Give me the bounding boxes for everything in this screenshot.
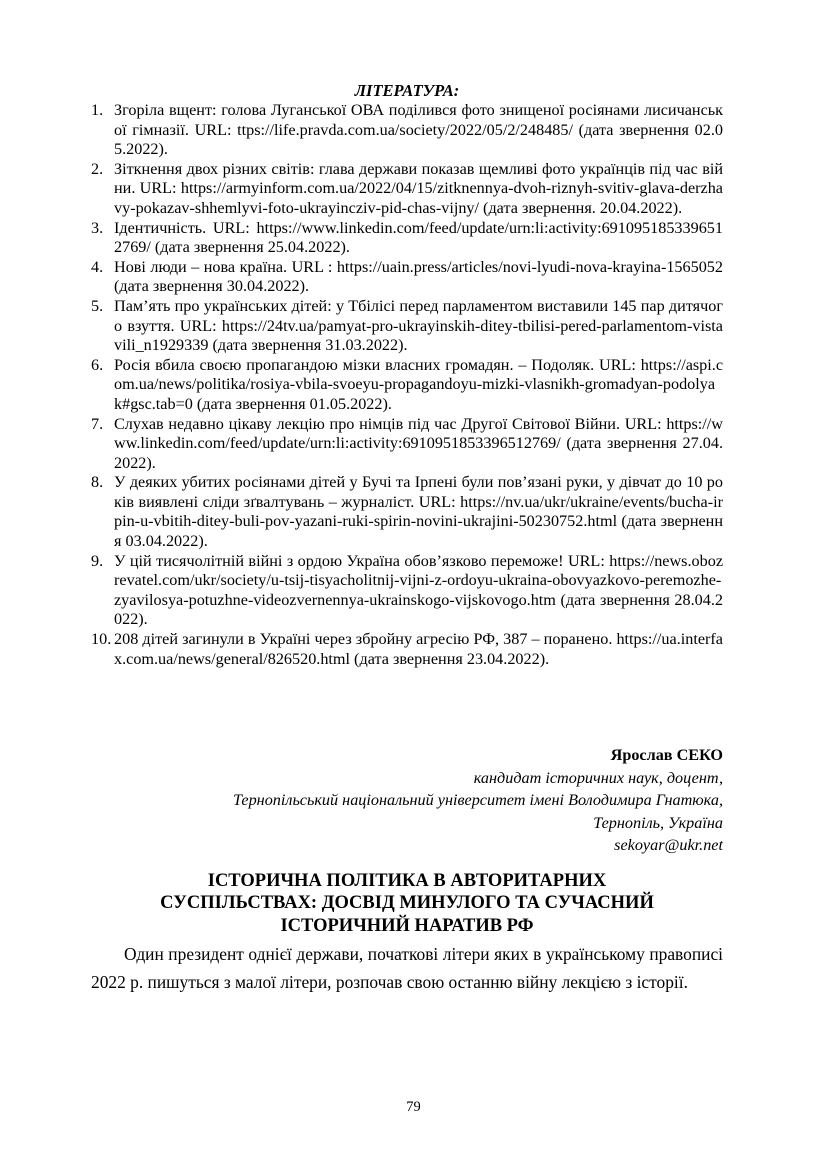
reference-item	[91, 356, 723, 415]
reference-text: Росія вбила своєю пропагандою мізки власних громадян. – Подоляк. URL: https://aspi.com.ua/news/politika/rosiya-vbila-svoeyu-propagandoyu-mizki-vlasnikh-gromadyan-podolyak#gsc.tab=0 (дата звернення 01.05.2022).	[114, 355, 723, 413]
reference-item	[91, 552, 723, 630]
reference-item	[91, 630, 723, 669]
page-number: 79	[406, 1099, 421, 1115]
reference-number: 1.	[91, 101, 104, 119]
reference-text: Нові люди – нова країна. URL : https://uain.press/articles/novi-lyudi-nova-krayina-1565052 (дата звернення 30.04.2022).	[114, 257, 723, 296]
reference-item	[91, 258, 723, 297]
reference-number: 6.	[91, 355, 104, 374]
author-name: Ярослав СЕКО	[610, 746, 723, 765]
reference-item	[91, 160, 723, 219]
page-content	[91, 80, 723, 1014]
author-block	[91, 744, 723, 857]
references-list	[91, 101, 723, 669]
reference-number: 5.	[91, 296, 104, 315]
reference-text: Пам’ять про українських дітей: у Тбілісі перед парламентом виставили 145 пар дитячого взуття. URL: https://24tv.ua/pamyat-pro-ukrayinskih-ditey-tbilisi-pered-parlamentom-vistavili_n1929339 (дата звернення 31.03.2022).	[114, 296, 723, 355]
reference-text: У цій тисячолітній війні з ордою Україна обов’язково переможе! URL: https://news.obozrevatel.com/ukr/society/u-tsij-tisyacholitnij-vijni-z-ordoyu-ukraina-obovyazkovo-peremozhe-zyavilosya-potuzhne-videozvernennya-ukrainskogo-vijskovogo.htm (дата звернення 28.04.2022).	[114, 551, 723, 629]
reference-text: Зіткнення двох різних світів: глава держави показав щемливі фото українців під час війни. URL: https://armyinform.com.ua/2022/04/15/zitknennya-dvoh-riznyh-svitiv-glava-derzhavy-pokazav-shhemlyvi-foto-ukrayincziv-pid-chas-vijny/ (дата звернення. 20.04.2022).	[114, 159, 723, 217]
article-title: ІСТОРИЧНА ПОЛІТИКА В АВТОРИТАРНИХ СУСПІЛЬСТВАХ: ДОСВІД МИНУЛОГО ТА СУЧАСНИЙ ІСТОРИЧНИЙ НАРАТИВ РФ	[160, 870, 654, 936]
reference-text: Слухав недавно цікаву лекцію про німців під час Другої Світової Війни. URL: https://www.linkedin.com/feed/update/urn:li:activity:6910951853396512769/ (дата звернення 27.04.2022).	[114, 414, 723, 472]
reference-item	[91, 219, 723, 258]
reference-text: У деяких убитих росіянами дітей у Бучі та Ірпені були пов’язані руки, у дівчат до 10 років виявлені сліди зґвалтувань – журналіст. URL: https://nv.ua/ukr/ukraine/events/bucha-irpin-u-vbitih-ditey-buli-pov-yazani-ruki-spirin-novini-ukrajini-50230752.html (дата звернення 03.04.2022).	[114, 473, 723, 551]
reference-number: 4.	[91, 257, 104, 276]
reference-number: 10.	[91, 630, 112, 649]
reference-item	[91, 101, 723, 160]
references-heading: ЛІТЕРАТУРА:	[354, 81, 460, 100]
author-email: sekoyar@ukr.net	[614, 836, 723, 855]
author-location: Тернопіль, Україна	[593, 813, 723, 832]
reference-item	[91, 297, 723, 356]
reference-number: 9.	[91, 551, 104, 570]
reference-item	[91, 473, 723, 551]
reference-number: 2.	[91, 159, 104, 178]
reference-text: Згоріла вщент: голова Луганської ОВА поділився фото знищеної росіянами лисичанської гімназії. URL: ttps://life.pravda.com.ua/society/2022/05/2/248485/ (дата звернення 02.05.2022).	[114, 101, 723, 159]
reference-number: 3.	[91, 218, 104, 237]
author-affiliation: Тернопільський національний університет імені Володимира Гнатюка,	[232, 791, 723, 810]
reference-text: 208 дітей загинули в Україні через збройну агресію РФ, 387 – поранено. https://ua.interfax.com.ua/news/general/826520.html (дата звернення 23.04.2022).	[114, 630, 723, 668]
body-paragraph: Один президент однієї держави, початкові літери яких в українському правописі 2022 р. пишуться з малої літери, розпочав свою останню війну лекцією з історії.	[91, 944, 723, 992]
author-title: кандидат історичних наук, доцент,	[473, 768, 723, 787]
reference-number: 7.	[91, 414, 104, 433]
reference-text: Ідентичність. URL: https://www.linkedin.com/feed/update/urn:li:activity:6910951853396512769/ (дата звернення 25.04.2022).	[114, 218, 723, 257]
reference-item	[91, 415, 723, 474]
reference-number: 8.	[91, 473, 104, 492]
